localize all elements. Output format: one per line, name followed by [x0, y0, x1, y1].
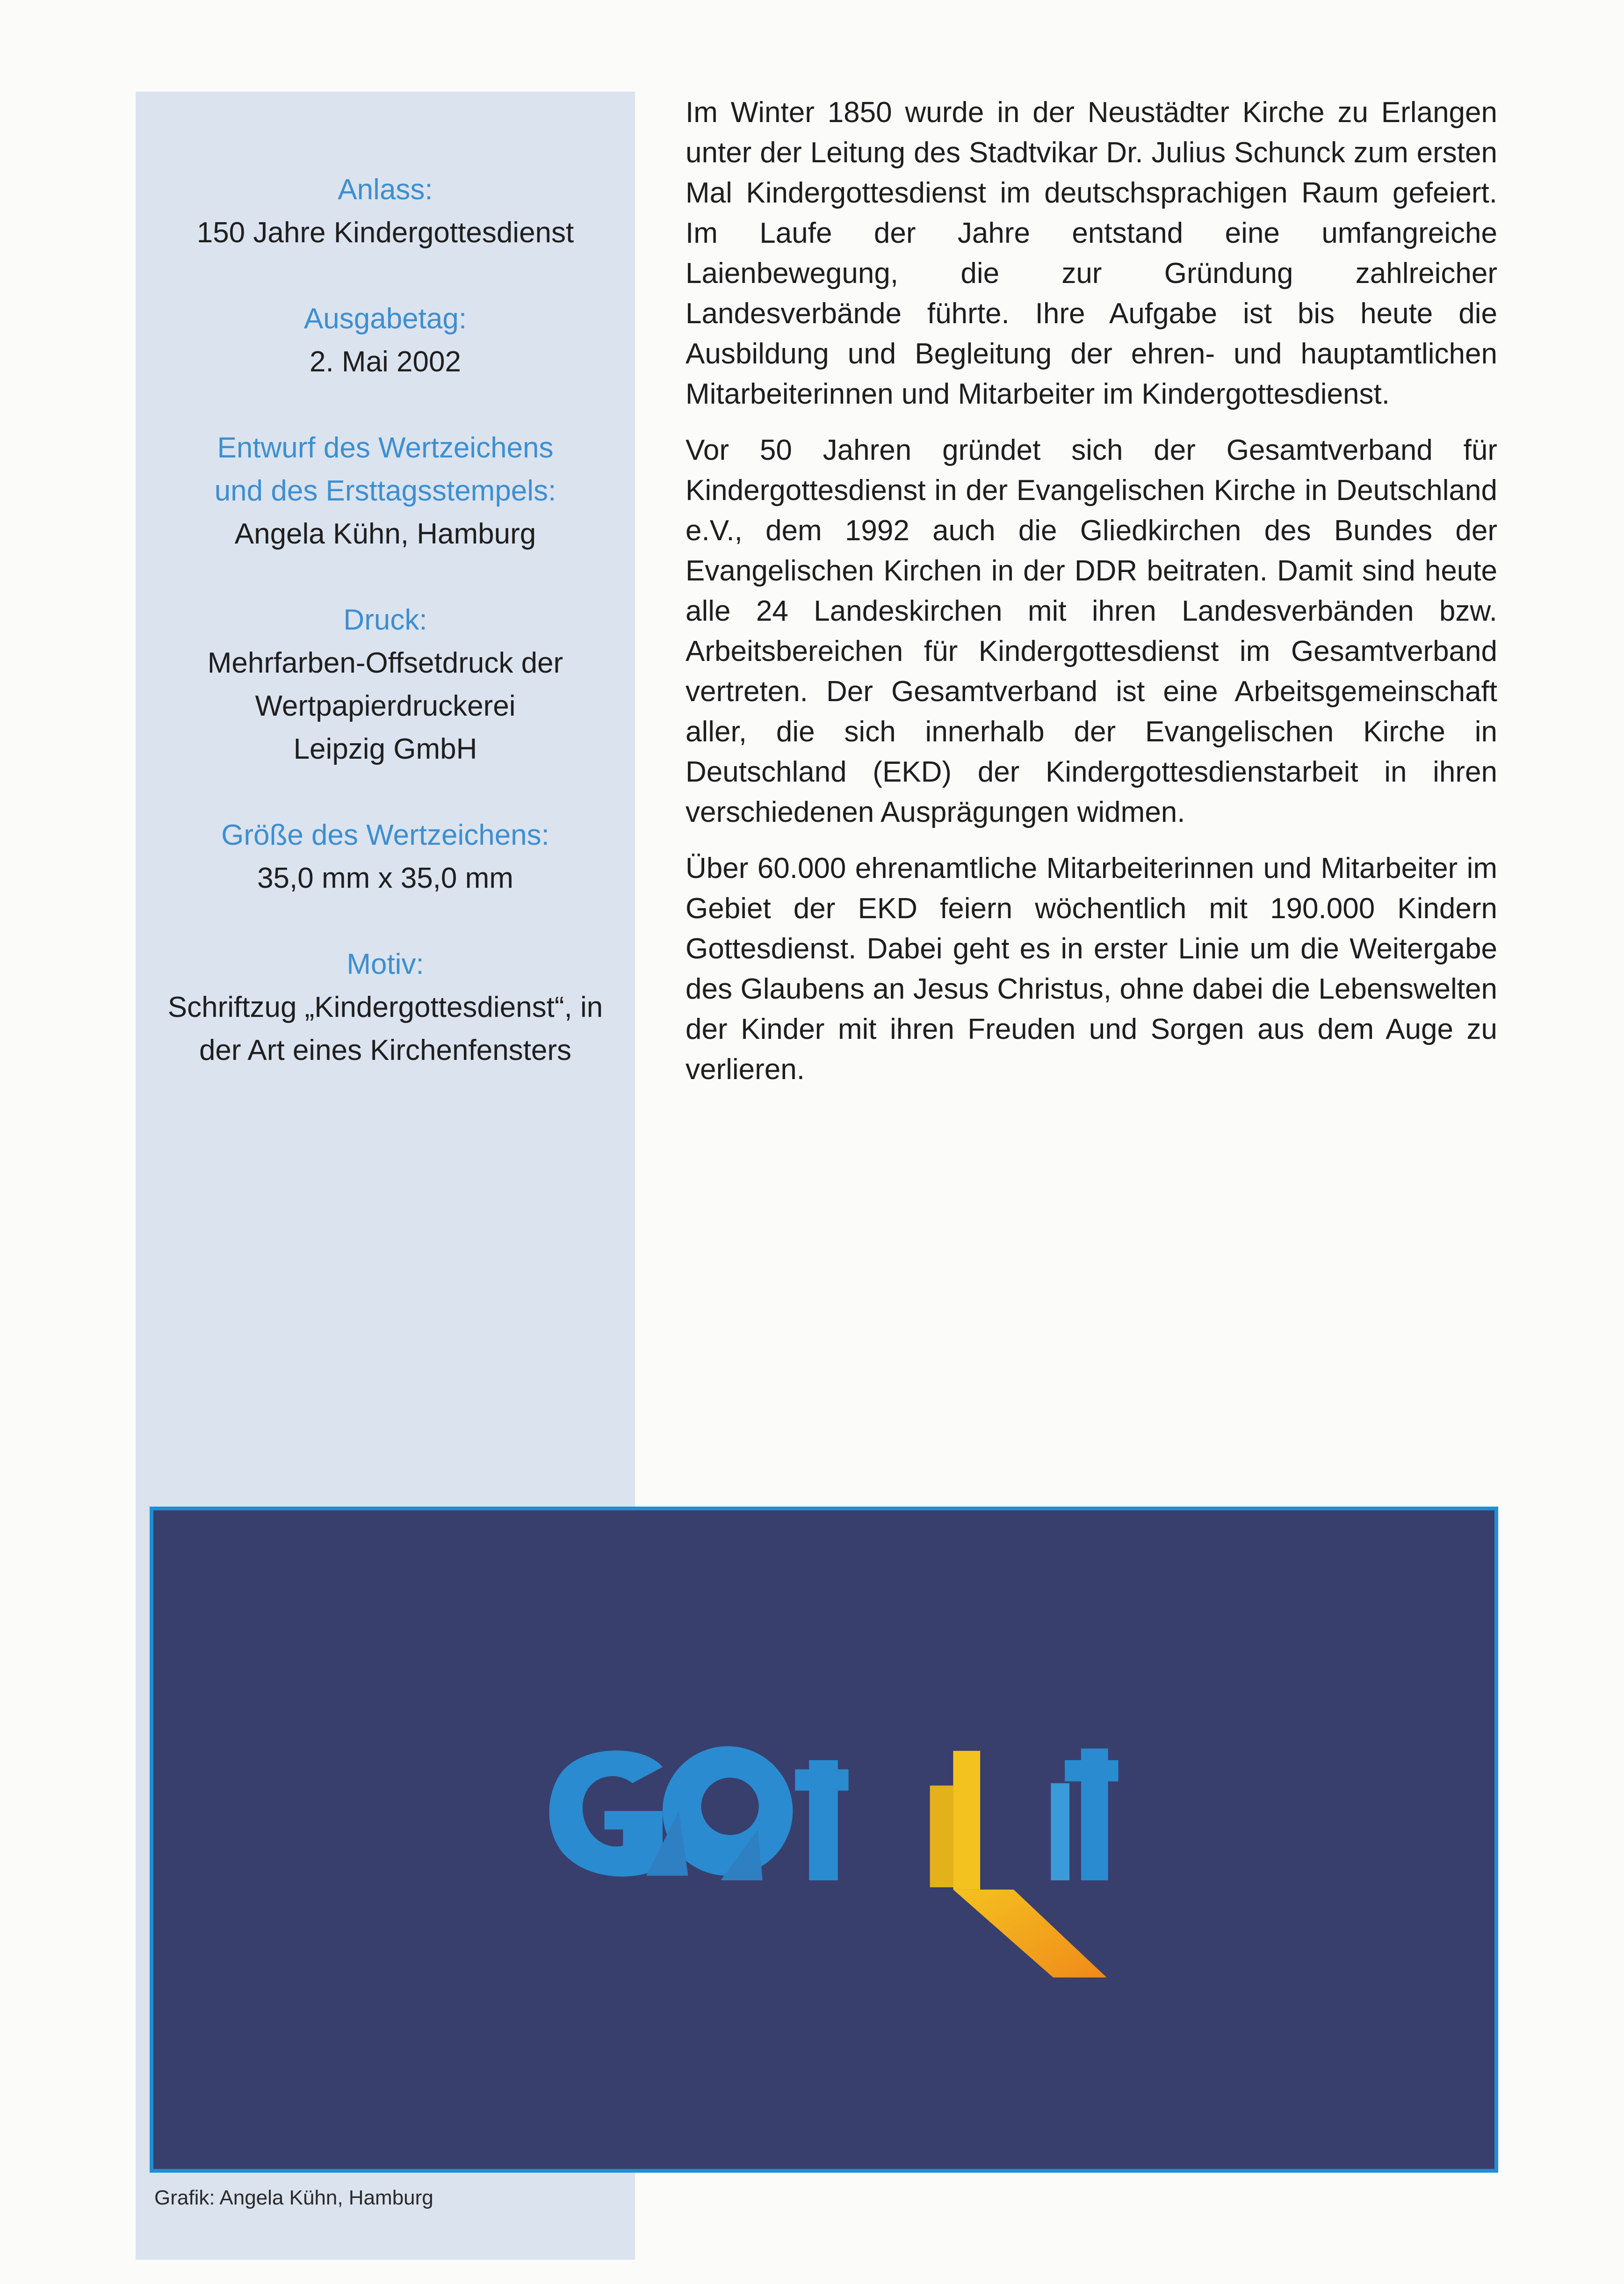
detail-printing: [136, 599, 635, 771]
stamp-graphic: [150, 1507, 1498, 2173]
detail-issue-date: [136, 297, 635, 384]
graphic-credit: Grafik: Angela Kühn, Hamburg: [154, 2186, 433, 2209]
detail-label: Größe des Wertzeichens:: [221, 819, 549, 851]
detail-value: Mehrfarben-Offsetdruck der Wertpapierdruckerei Leipzig GmbH: [207, 647, 563, 765]
detail-label: Entwurf des Wertzeichens und des Ersttagsstempels:: [214, 432, 556, 507]
lettering-cross: [930, 1751, 1107, 1977]
article-paragraph: Über 60.000 ehrenamtliche Mitarbeiterinnen und Mitarbeiter im Gebiet der EKD feiern wöchentlich mit 190.000 Kindern Gottesdienst. Dabei geht es in erster Linie um die Weitergabe des Glaubens an Jesus Christus, ohne dabei die Lebenswelten der Kinder mit ihren Freuden und Sorgen aus dem Auge zu verlieren.: [686, 852, 1497, 1086]
detail-occasion: [136, 168, 635, 254]
detail-label: Ausgabetag:: [303, 303, 467, 335]
issue-details: [136, 168, 635, 1115]
letter-t-tall-bar: [1065, 1760, 1118, 1781]
detail-motif: [136, 943, 635, 1072]
detail-value: 35,0 mm x 35,0 mm: [257, 862, 513, 894]
article-paragraph: Im Winter 1850 wurde in der Neustädter Kirche zu Erlangen unter der Leitung des Stadtvikar Dr. Julius Schunck zum ersten Mal Kindergottesdienst im deutschsprachigen Raum gefeiert. Im Laufe der Jahre entstand eine umfangreiche Laienbewegung, die zur Gründung zahlreicher Landesverbände führte. Ihre Aufgabe ist bis heute die Ausbildung und Begleitung der ehren- und hauptamtlichen Mitarbeiterinnen und Mitarbeiter im Kindergottesdienst.: [686, 96, 1497, 410]
detail-label: Motiv:: [346, 948, 424, 980]
gott-lettering-logo: [153, 1510, 1494, 2169]
detail-value: 2. Mai 2002: [310, 346, 461, 378]
detail-label: Anlass:: [338, 174, 433, 206]
article-paragraph: Vor 50 Jahren gründet sich der Gesamtverband für Kindergottesdienst in der Evangelischen Kirche in Deutschland e.V., dem 1992 auch die Gliedkirchen des Bundes der Evangelischen Kirchen in der DDR beitraten. Damit sind heute alle 24 Landeskirchen mit ihren Landesverbänden bzw. Arbeitsbereichen für Kindergottesdienst im Gesamtverband vertreten. Der Gesamtverband ist eine Arbeitsgemeinschaft aller, die sich innerhalb der Evangelischen Kirche in Deutschland (EKD) der Kindergottesdienstarbeit in ihren verschiedenen Ausprägungen widmen.: [686, 434, 1497, 828]
cross-ledge: [930, 1785, 953, 1887]
cross-diagonal: [953, 1890, 1106, 1978]
detail-value: 150 Jahre Kindergottesdienst: [196, 217, 574, 249]
detail-label: Druck:: [343, 604, 427, 636]
lettering-letters: [549, 1746, 1119, 1880]
detail-value: Angela Kühn, Hamburg: [234, 518, 536, 550]
cross-vertical: [953, 1751, 980, 1890]
article-text: [686, 93, 1497, 1106]
letter-o-inner: [701, 1778, 758, 1835]
letter-t-small-bar: [795, 1769, 848, 1791]
detail-value: Schriftzug „Kindergottesdienst“, in der Art eines Kirchenfensters: [167, 991, 603, 1066]
detail-stamp-size: [136, 814, 635, 900]
letter-t-pale: [1051, 1783, 1069, 1880]
detail-design: [136, 427, 635, 556]
letter-g: [549, 1750, 663, 1877]
